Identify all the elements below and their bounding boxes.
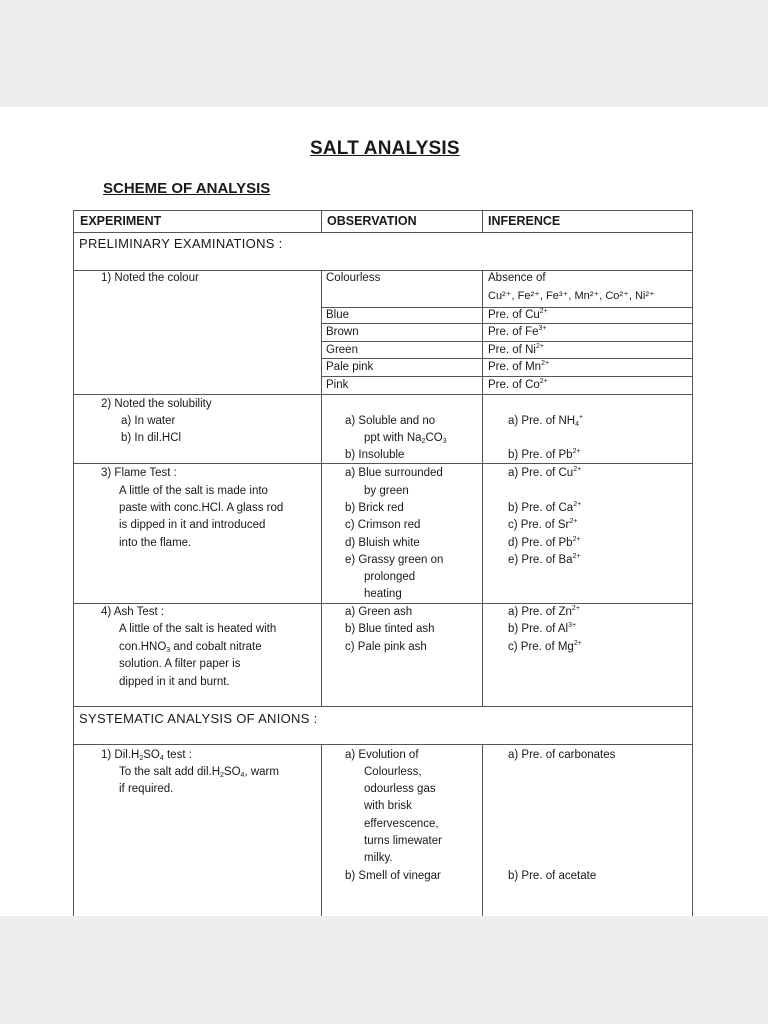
observation-cell: Green [326,344,358,356]
observation-line: odourless gas [364,783,436,795]
observation-cell: Blue [326,309,350,321]
top-margin-band [0,0,768,107]
inference-line: b) Pre. of $Al^{3+}$ [508,622,577,635]
observation-cell: Colourless [326,272,381,284]
column-divider [482,270,483,706]
inference-line: a) Pre. of $Cu^{2+}$ [508,466,582,479]
observation-line: c) Pale pink ash [345,641,427,653]
experiment-line: solution. A filter paper is [119,658,241,670]
experiment-line: is dipped in it and introduced [119,519,266,531]
inference-line: b) Pre. of acetate [508,870,597,882]
observation-line: milky. [364,852,393,864]
observation-line: d) Bluish white [345,537,420,549]
column-divider [482,744,483,916]
section-anions: SYSTEMATIC ANALYSIS OF ANIONS : [79,711,318,726]
observation-line: ppt with $Na_2CO_3$ [364,432,447,445]
observation-line: Colourless, [364,766,422,778]
experiment-line: A little of the salt is heated with [119,623,277,635]
experiment-ash-test: 4) Ash Test : [101,606,165,618]
observation-line: a) Soluble and no [345,415,436,427]
observation-line: turns limewater [364,835,442,847]
observation-cell: Brown [326,326,359,338]
inference-line: c) Pre. of $Mg^{2+}$ [508,640,582,653]
header-inference: INFERENCE [488,214,561,228]
experiment-solubility: 2) Noted the solubility [101,398,212,410]
observation-cell: Pink [326,379,349,391]
inference-line: a) Pre. of $NH_4^+$ [508,414,584,428]
column-divider [321,744,322,916]
experiment-line: into the flame. [119,537,192,549]
observation-line: by green [364,485,409,497]
experiment-line: paste with conc.HCl. A glass rod [119,502,284,514]
experiment-line: $con.HNO_3$ and cobalt nitrate [119,641,262,654]
observation-line: effervescence, [364,818,439,830]
bottom-margin-band [0,916,768,1024]
experiment-colour: 1) Noted the colour [101,272,199,284]
inference-cell: Pre. of $Ni^{2+}$ [488,343,544,356]
header-observation: OBSERVATION [327,214,417,228]
inference-line: d) Pre. of $Pb^{2+}$ [508,536,581,549]
observation-line: b) Insoluble [345,449,405,461]
observation-line: b) Blue tinted ash [345,623,435,635]
observation-line: b) Smell of vinegar [345,870,441,882]
inference-line: a) Pre. of $Zn^{2+}$ [508,605,580,618]
row-divider [73,232,693,233]
inference-line: a) Pre. of carbonates [508,749,616,761]
experiment-line: dipped in it and burnt. [119,676,230,688]
observation-line: a) Evolution of [345,749,419,761]
observation-line: e) Grassy green on [345,554,444,566]
inference-cell: Pre. of $Co^{2+}$ [488,378,548,391]
observation-line: prolonged [364,571,416,583]
section-preliminary: PRELIMINARY EXAMINATIONS : [79,236,283,251]
experiment-flame-test: 3) Flame Test : [101,467,177,479]
observation-line: with brisk [364,800,412,812]
observation-line: heating [364,588,402,600]
column-divider [321,270,322,706]
page-title: SALT ANALYSIS [310,138,460,159]
inference-cell: Absence of [488,272,546,284]
experiment-line: a) In water [121,415,176,427]
observation-line: c) Crimson red [345,519,421,531]
row-divider [73,706,693,707]
inference-line: b) Pre. of $Pb^{2+}$ [508,448,581,461]
experiment-line: b) In dil.HCl [121,432,182,444]
inference-line: e) Pre. of $Ba^{2+}$ [508,553,581,566]
inference-line: b) Pre. of $Ca^{2+}$ [508,501,582,514]
inference-cell: Pre. of $Mn^{2+}$ [488,360,550,373]
inference-line: c) Pre. of $Sr^{2+}$ [508,518,578,531]
observation-line: b) Brick red [345,502,404,514]
inference-cell: Pre. of $Cu^{2+}$ [488,308,548,321]
header-experiment: EXPERIMENT [80,214,162,228]
column-divider [321,210,322,233]
inference-cell: Pre. of $Fe^{3+}$ [488,325,547,338]
observation-cell: Pale pink [326,361,374,373]
experiment-line: A little of the salt is made into [119,485,268,497]
experiment-dil-h2so4-test: 1) $Dil.H_2SO_4$ test : [101,749,192,762]
section-heading-scheme: SCHEME OF ANALYSIS [103,180,271,197]
experiment-line: To the salt add $dil.H_2SO_4$, warm [119,766,279,779]
experiment-line: if required. [119,783,174,795]
observation-line: a) Green ash [345,606,413,618]
observation-line: a) Blue surrounded [345,467,443,479]
absence-ions: Cu²⁺, Fe²⁺, Fe³⁺, Mn²⁺, Co²⁺, Ni²⁺ [488,290,655,302]
column-divider [482,210,483,233]
row-divider [73,744,693,745]
row-divider [73,394,693,395]
